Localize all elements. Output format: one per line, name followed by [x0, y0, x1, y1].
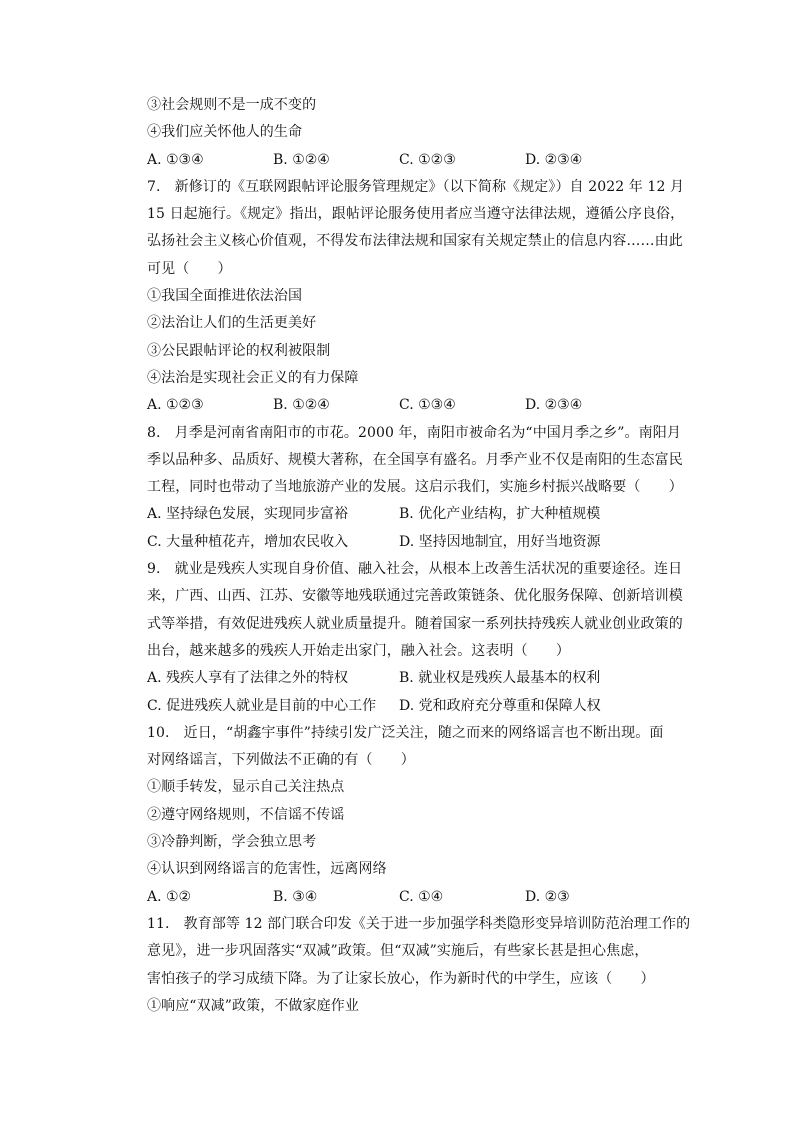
- question-9-stem: 式等举措，有效促进残疾人就业质量提升。随着国家一系列扶持残疾人就业创业政策的: [147, 615, 683, 632]
- option-d: D. 坚持因地制宜，用好当地资源: [399, 533, 601, 550]
- statement-item: ①响应“双减”政策，不做家庭作业: [147, 997, 359, 1014]
- option-a: A. 残疾人享有了法律之外的特权: [147, 670, 349, 687]
- question-10-stem: 对网络谣言，下列做法不正确的有（ ）: [147, 752, 415, 769]
- option-a: A. ①②: [147, 888, 192, 905]
- option-c: C. ①③④: [399, 397, 456, 414]
- question-9-stem: 9. 就业是残疾人实现自身价值、融入社会，从根本上改善生活状况的重要途径。连日: [147, 561, 683, 578]
- statement-item: ②法治让人们的生活更美好: [147, 315, 317, 332]
- option-c: C. ①④: [399, 888, 444, 905]
- statement-item: ④认识到网络谣言的危害性，远离网络: [147, 861, 387, 878]
- question-7-stem: 7. 新修订的《互联网跟帖评论服务管理规定》（以下简称《规定》）自 2022 年 12 月: [147, 178, 685, 195]
- question-7-stem: 15 日起施行。《规定》指出，跟帖评论服务使用者应当遵守法律法规，遵循公序良俗，: [147, 206, 685, 223]
- answer-options: [147, 529, 657, 556]
- option-b: B. 就业权是残疾人最基本的权利: [399, 670, 601, 687]
- statement-item: ③冷静判断，学会独立思考: [147, 834, 317, 851]
- option-b: B. ①②④: [273, 397, 330, 414]
- question-11-stem: 11. 教育部等 12 部门联合印发《关于进一步加强学科类隐形变异培训防范治理工作的: [147, 915, 691, 932]
- option-a: A. ①②③: [147, 397, 204, 414]
- option-d: D. 党和政府充分尊重和保障人权: [399, 697, 601, 714]
- question-11-stem: 害怕孩子的学习成绩下降。为了让家长放心，作为新时代的中学生，应该（ ）: [147, 970, 655, 987]
- question-8-stem: 工程，同时也带动了当地旅游产业的发展。这启示我们，实施乡村振兴战略要（ ）: [147, 479, 683, 496]
- question-7-stem: 可见（ ）: [147, 260, 232, 277]
- answer-options: [147, 392, 657, 419]
- option-d: D. ②③④: [525, 151, 583, 168]
- statement-item: ③社会规则不是一成不变的: [147, 97, 317, 113]
- option-c: C. ①②③: [399, 151, 456, 168]
- answer-options: [147, 884, 657, 911]
- statement-item: ②遵守网络规则，不信谣不传谣: [147, 806, 345, 823]
- answer-options: [147, 147, 657, 174]
- option-d: D. ②③: [525, 888, 570, 905]
- option-b: B. 优化产业结构，扩大种植规模: [399, 506, 601, 523]
- statement-item: ④我们应关怀他人的生命: [147, 124, 303, 141]
- statement-item: ④法治是实现社会正义的有力保障: [147, 369, 359, 386]
- answer-options: [147, 693, 657, 720]
- option-c: C. 大量种植花卉，增加农民收入: [147, 533, 349, 550]
- option-b: B. ①②④: [273, 151, 330, 168]
- option-d: D. ②③④: [525, 397, 583, 414]
- question-11-stem: 意见》，进一步巩固落实“双减”政策。但“双减”实施后，有些家长甚是担心焦虑，: [147, 943, 649, 960]
- answer-options: [147, 665, 657, 692]
- option-a: A. ①③④: [147, 151, 204, 168]
- option-c: C. 促进残疾人就业是目前的中心工作: [147, 697, 377, 714]
- statement-item: ①顺手转发，显示自己关注热点: [147, 779, 345, 796]
- question-10-stem: 10. 近日，“胡鑫宇事件”持续引发广泛关注，随之而来的网络谣言也不断出现。面: [147, 724, 664, 741]
- statement-item: ①我国全面推进依法治国: [147, 288, 303, 305]
- question-9-stem: 来，广西、山西、江苏、安徽等地残联通过完善政策链条、优化服务保障、创新培训模: [147, 588, 683, 605]
- question-9-stem: 出台，越来越多的残疾人开始走出家门，融入社会。这表明（ ）: [147, 642, 570, 659]
- option-a: A. 坚持绿色发展，实现同步富裕: [147, 506, 349, 523]
- question-content: [147, 92, 691, 1020]
- answer-options: [147, 501, 657, 528]
- question-7-stem: 弘扬社会主义核心价值观，不得发布法律法规和国家有关规定禁止的信息内容……由此: [147, 233, 683, 250]
- option-b: B. ③④: [273, 888, 318, 905]
- question-8-stem: 季以品种多、品质好、规模大著称，在全国享有盛名。月季产业不仅是南阳的生态富民: [147, 451, 683, 468]
- statement-item: ③公民跟帖评论的权利被限制: [147, 342, 331, 359]
- question-8-stem: 8. 月季是河南省南阳市的市花。2000 年，南阳市被命名为“中国月季之乡”。南阳月: [147, 424, 681, 441]
